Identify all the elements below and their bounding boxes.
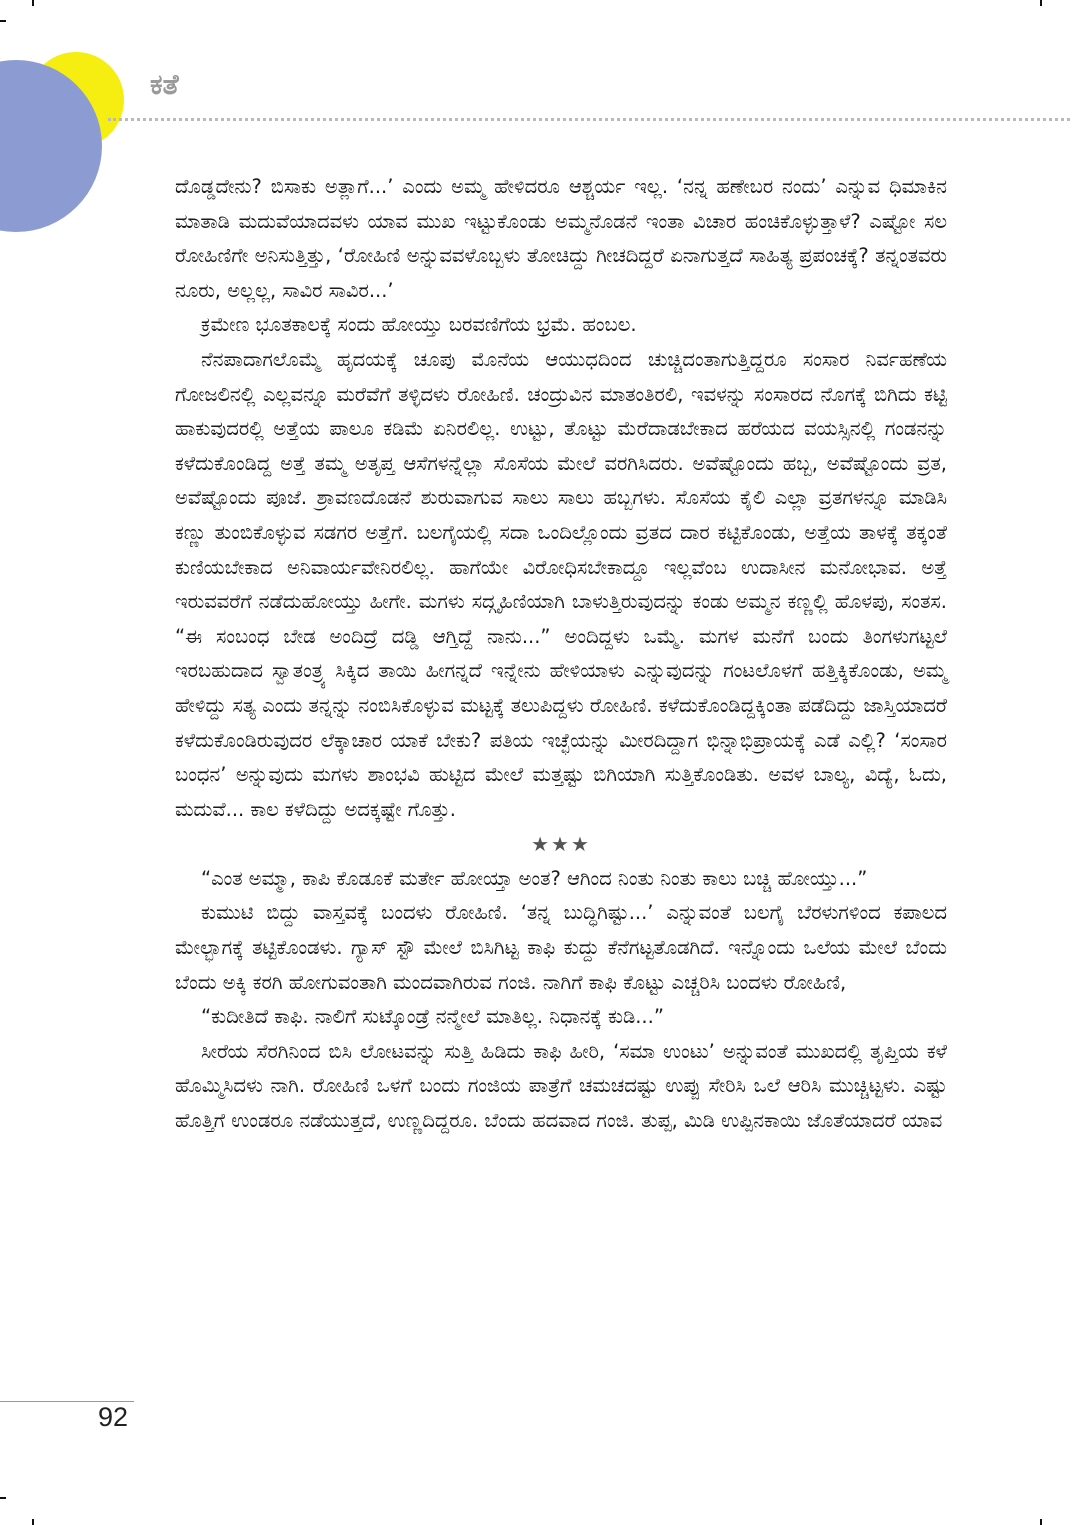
- section-break-stars: ★★★: [531, 832, 591, 857]
- crop-mark: [0, 20, 6, 22]
- paragraph: “ಕುದೀತಿದೆ ಕಾಫಿ. ನಾಲಿಗೆ ಸುಟ್ಕೊಂಡ್ರೆ ನನ್ಮೇಲೆ ಮಾತಿಲ್ಲ. ನಿಧಾನಕ್ಕೆ ಕುಡಿ...”: [201, 1005, 664, 1029]
- crop-mark: [1040, 1519, 1042, 1525]
- page-number: 92: [98, 1402, 129, 1432]
- paragraph: ಕುಮುಟಿ ಬಿದ್ದು ವಾಸ್ತವಕ್ಕೆ ಬಂದಳು ರೋಹಿಣಿ. ‘ತನ್ನ ಬುದ್ಧಿಗಿಷ್ಟು...’ ಎನ್ನುವಂತೆ ಬಲಗೈ ಬೆರಳುಗಳಿಂದ ಕಪಾಲದ ಮೇಲ್ಭಾಗಕ್ಕೆ ತಟ್ಟಿಕೊಂಡಳು. ಗ್ಯಾಸ್ ಸ್ಟೌ ಮೇಲೆ ಬಿಸಿಗಿಟ್ಟ ಕಾಫಿ ಕುದ್ದು ಕೆನೆಗಟ್ಟತೊಡಗಿದೆ. ಇನ್ನೊಂದು ಒಲೆಯ ಮೇಲೆ ಬೆಂದು ಬೆಂದು ಅಕ್ಕಿ ಕರಗಿ ಹೋಗುವಂತಾಗಿ ಮಂದವಾಗಿರುವ ಗಂಜಿ. ನಾಗಿಗೆ ಕಾಫಿ ಕೊಟ್ಟು ಎಚ್ಚರಿಸಿ ಬಂದಳು ರೋಹಿಣಿ,: [175, 901, 947, 994]
- section-title: ಕತೆ: [150, 68, 179, 101]
- story-text: [175, 170, 947, 1139]
- crop-mark: [32, 1519, 34, 1525]
- paragraph: “ಎಂತ ಅಮ್ಮಾ, ಕಾಪಿ ಕೊಡೂಕೆ ಮರ್ತೇ ಹೋಯ್ತಾ ಅಂತ? ಆಗಿಂದ ನಿಂತು ನಿಂತು ಕಾಲು ಬಚ್ಚಿ ಹೋಯ್ತು...”: [201, 866, 868, 890]
- paragraph: ಸೀರೆಯ ಸೆರಗಿನಿಂದ ಬಿಸಿ ಲೋಟವನ್ನು ಸುತ್ತಿ ಹಿಡಿದು ಕಾಫಿ ಹೀರಿ, ‘ಸಮಾ ಉಂಟು’ ಅನ್ನುವಂತೆ ಮುಖದಲ್ಲಿ ತೃಪ್ತಿಯ ಕಳೆ ಹೊಮ್ಮಿಸಿದಳು ನಾಗಿ. ರೋಹಿಣಿ ಒಳಗೆ ಬಂದು ಗಂಜಿಯ ಪಾತ್ರೆಗೆ ಚಮಚದಷ್ಟು ಉಪ್ಪು ಸೇರಿಸಿ ಒಲೆ ಆರಿಸಿ ಮುಚ್ಚಿಟ್ಟಳು. ಎಷ್ಟು ಹೊತ್ತಿಗೆ ಉಂಡರೂ ನಡೆಯುತ್ತದೆ, ಉಣ್ಣದಿದ್ದರೂ. ಬೆಂದು ಹದವಾದ ಗಂಜಿ. ತುಪ್ಪ, ಮಿಡಿ ಉಪ್ಪಿನಕಾಯಿ ಜೊತೆಯಾದರೆ ಯಾವ: [175, 1039, 947, 1133]
- paragraph: ನೆನಪಾದಾಗಲೊಮ್ಮೆ ಹೃದಯಕ್ಕೆ ಚೂಪು ಮೊನೆಯ ಆಯುಧದಿಂದ ಚುಚ್ಚಿದಂತಾಗುತ್ತಿದ್ದರೂ ಸಂಸಾರ ನಿರ್ವಹಣೆಯ ಗೋಜಲಿನಲ್ಲಿ ಎಲ್ಲವನ್ನೂ ಮರೆವೆಗೆ ತಳ್ಳಿದಳು ರೋಹಿಣಿ. ಚಂದ್ರುವಿನ ಮಾತಂತಿರಲಿ, ಇವಳನ್ನು ಸಂಸಾರದ ನೊಗಕ್ಕೆ ಬಿಗಿದು ಕಟ್ಟಿ ಹಾಕುವುದರಲ್ಲಿ ಅತ್ತೆಯ ಪಾಲೂ ಕಡಿಮೆ ಏನಿರಲಿಲ್ಲ. ಉಟ್ಟು, ತೊಟ್ಟು ಮೆರೆದಾಡಬೇಕಾದ ಹರೆಯದ ವಯಸ್ಸಿನಲ್ಲಿ ಗಂಡನನ್ನು ಕಳೆದುಕೊಂಡಿದ್ದ ಅತ್ತೆ ತಮ್ಮ ಅತೃಪ್ತ ಆಸೆಗಳನ್ನೆಲ್ಲಾ ಸೊಸೆಯ ಮೇಲೆ ವರಗಿಸಿದರು. ಅವೆಷ್ಟೊಂದು ಹಬ್ಬ, ಅವೆಷ್ಟೊಂದು ವ್ರತ, ಅವೆಷ್ಟೊಂದು ಪೂಜೆ. ಶ್ರಾವಣದೊಡನೆ ಶುರುವಾಗುವ ಸಾಲು ಸಾಲು ಹಬ್ಬಗಳು. ಸೊಸೆಯ ಕೈಲಿ ಎಲ್ಲಾ ವ್ರತಗಳನ್ನೂ ಮಾಡಿಸಿ ಕಣ್ಣು ತುಂಬಿಕೊಳ್ಳುವ ಸಡಗರ ಅತ್ತೆಗೆ. ಬಲಗೈಯಲ್ಲಿ ಸದಾ ಒಂದಿಲ್ಲೊಂದು ವ್ರತದ ದಾರ ಕಟ್ಟಿಕೊಂಡು, ಅತ್ತೆಯ ತಾಳಕ್ಕೆ ತಕ್ಕಂತೆ ಕುಣಿಯಬೇಕಾದ ಅನಿವಾರ್ಯವೇನಿರಲಿಲ್ಲ. ಹಾಗೆಯೇ ವಿರೋಧಿಸಬೇಕಾದ್ದೂ ಇಲ್ಲವೆಂಬ ಉದಾಸೀನ ಮನೋಭಾವ. ಅತ್ತೆ ಇರುವವರೆಗೆ ನಡೆದುಹೋಯ್ತು ಹೀಗೇ. ಮಗಳು ಸದ್ಗೃಹಿಣಿಯಾಗಿ ಬಾಳುತ್ತಿರುವುದನ್ನು ಕಂಡು ಅಮ್ಮನ ಕಣ್ಣಲ್ಲಿ ಹೊಳಪು, ಸಂತಸ. “ಈ ಸಂಬಂಧ ಬೇಡ ಅಂದಿದ್ರೆ ದಡ್ಡಿ ಆಗ್ತಿದ್ದೆ ನಾನು...” ಅಂದಿದ್ದಳು ಒಮ್ಮೆ. ಮಗಳ ಮನೆಗೆ ಬಂದು ತಿಂಗಳುಗಟ್ಟಲೆ ಇರಬಹುದಾದ ಸ್ವಾತಂತ್ರ್ಯ ಸಿಕ್ಕಿದ ತಾಯಿ ಹೀಗನ್ನದೆ ಇನ್ನೇನು ಹೇಳಿಯಾಳು ಎನ್ನುವುದನ್ನು ಗಂಟಲೊಳಗೆ ಹತ್ತಿಕ್ಕಿಕೊಂಡು, ಅಮ್ಮ ಹೇಳಿದ್ದು ಸತ್ಯ ಎಂದು ತನ್ನನ್ನು ನಂಬಿಸಿಕೊಳ್ಳುವ ಮಟ್ಟಕ್ಕೆ ತಲುಪಿದ್ದಳು ರೋಹಿಣಿ. ಕಳೆದುಕೊಂಡಿದ್ದಕ್ಕಿಂತಾ ಪಡೆದಿದ್ದು ಜಾಸ್ತಿಯಾದರೆ ಕಳೆದುಕೊಂಡಿರುವುದರ ಲೆಕ್ಕಾಚಾರ ಯಾಕೆ ಬೇಕು? ಪತಿಯ ಇಚ್ಛೆಯನ್ನು ಮೀರದಿದ್ದಾಗ ಭಿನ್ನಾಭಿಪ್ರಾಯಕ್ಕೆ ಎಡೆ ಎಲ್ಲಿ? ‘ಸಂಸಾರ ಬಂಧನ’ ಅನ್ನುವುದು ಮಗಳು ಶಾಂಭವಿ ಹುಟ್ಟಿದ ಮೇಲೆ ಮತ್ತಷ್ಟು ಬಿಗಿಯಾಗಿ ಸುತ್ತಿಕೊಂಡಿತು. ಅವಳ ಬಾಲ್ಯ, ವಿದ್ಯೆ, ಓದು, ಮದುವೆ... ಕಾಲ ಕಳೆದಿದ್ದು ಅದಕ್ಕಷ್ಟೇ ಗೊತ್ತು.: [175, 347, 947, 821]
- paragraph: ದೊಡ್ಡದೇನು? ಬಿಸಾಕು ಅತ್ಲಾಗೆ...’ ಎಂದು ಅಮ್ಮ ಹೇಳಿದರೂ ಆಶ್ಚರ್ಯ ಇಲ್ಲ. ‘ನನ್ನ ಹಣೇಬರ ನಂದು’ ಎನ್ನುವ ಧಿಮಾಕಿನ ಮಾತಾಡಿ ಮದುವೆಯಾದವಳು ಯಾವ ಮುಖ ಇಟ್ಟುಕೊಂಡು ಅಮ್ಮನೊಡನೆ ಇಂತಾ ವಿಚಾರ ಹಂಚಿಕೊಳ್ಳುತ್ತಾಳೆ? ಎಷ್ಟೋ ಸಲ ರೋಹಿಣಿಗೇ ಅನಿಸುತ್ತಿತ್ತು, ‘ರೋಹಿಣಿ ಅನ್ನುವವಳೊಬ್ಬಳು ತೋಚಿದ್ದು ಗೀಚದಿದ್ದರೆ ಏನಾಗುತ್ತದೆ ಸಾಹಿತ್ಯ ಪ್ರಪಂಚಕ್ಕೆ? ತನ್ನಂತವರು ನೂರು, ಅಲ್ಲಲ್ಲ, ಸಾವಿರ ಸಾವಿರ...’: [175, 175, 947, 302]
- paragraph: ಕ್ರಮೇಣ ಭೂತಕಾಲಕ್ಕೆ ಸಂದು ಹೋಯ್ತು ಬರವಣಿಗೆಯ ಭ್ರಮೆ. ಹಂಬಲ.: [201, 313, 637, 337]
- crop-mark: [1040, 0, 1042, 6]
- header-dotted-rule: [108, 118, 1070, 121]
- crop-mark: [0, 1497, 6, 1499]
- crop-mark: [32, 0, 34, 6]
